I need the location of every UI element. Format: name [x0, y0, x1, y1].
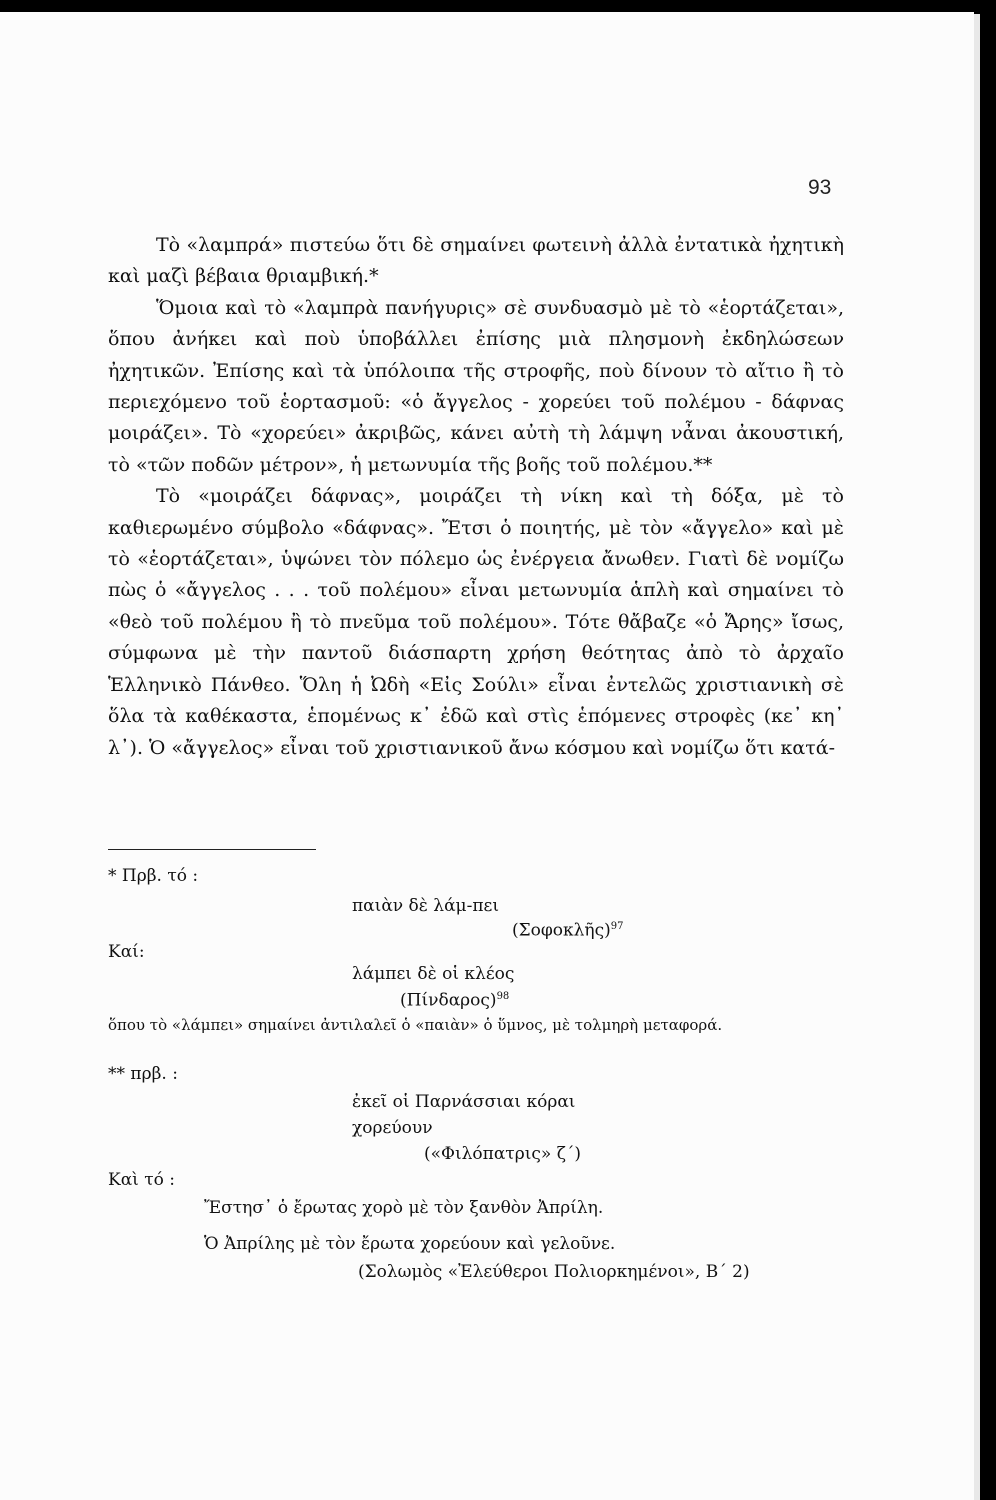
- footnote-1-and: Καί:: [108, 942, 145, 962]
- footnote-2-source-2: (Σολωμὸς «Ἐλεύθεροι Πολιορκημένοι», Β΄ 2): [358, 1262, 750, 1282]
- footnote-2-source: («Φιλόπατρις» ζ΄): [424, 1144, 582, 1164]
- footnote-1-source-2: $(\Pi ί\nu\delta\alpha\rho o\varsigma)^{98}$: [400, 990, 510, 1011]
- footnote-1-quote-2: λάμπει δὲ οἱ κλέος: [352, 964, 515, 984]
- paragraph-3: Τὸ «μοιράζει δάφνας», μοιράζει τὴ νίκη καὶ τὴ δόξα, μὲ τὸ καθιερωμένο σύμβολο «δάφνας». Ἔτσι ὁ ποιητής, μὲ τὸν «ἄγγελο» καὶ μὲ τὸ «ἑορτάζεται», ὑψώνει τὸν πόλεμο ὡς ἐνέργεια ἄνωθεν. Γιατὶ δὲ νομίζω πὼς ὁ «ἄγγελος . . . τοῦ πολέμου» εἶναι μετωνυμία ἁπλὴ καὶ σημαίνει τὸ «θεὸ τοῦ πολέμου ἢ τὸ πνεῦμα τοῦ πολέμου». Τότε θἄβαζε «ὁ Ἄρης» ἴσως, σύμφωνα μὲ τὴν παντοῦ διάσπαρτη χρήση θεότητας ἀπὸ τὸ ἀρχαῖο Ἑλληνικὸ Πάνθεο. Ὅλη ἡ Ὠδὴ «Εἰς Σούλι» εἶναι ἐντελῶς χριστιανικὴ σὲ ὅλα τὰ καθέκαστα, ἑπομένως κ᾿ ἐδῶ καὶ στὶς ἑπόμενες στροφὲς (κε᾿ κη᾿ λ᾿). Ὁ «ἄγγελος» εἶναι τοῦ χριστιανικοῦ ἄνω κόσμου καὶ νομίζω ὅτι κατά-: [108, 485, 844, 759]
- sheet-edge: [974, 14, 980, 1500]
- paragraph-2: Ὅμοια καὶ τὸ «λαμπρὰ πανήγυρις» σὲ συνδυασμὸ μὲ τὸ «ἑορτάζεται», ὅπου ἀνήκει καὶ ποὺ ὑποβάλλει ἐπίσης μιὰ πλησμονὴ ἐκδηλώσεων ἠχητικῶν. Ἐπίσης καὶ τὰ ὑπόλοιπα τῆς στροφῆς, ποὺ δίνουν τὸ αἴτιο ἢ τὸ περιεχόμενο τοῦ ἑορτασμοῦ: «ὁ ἄγγελος - χορεύει τοῦ πολέμου - δάφνας μοιράζει». Τὸ «χορεύει» ἀκριβῶς, κάνει αὐτὴ τὴ λάμψη νἆναι ἀκουστική, τὸ «τῶν ποδῶν μέτρον», ἡ μετωνυμία τῆς βοῆς τοῦ πολέμου.**: [108, 296, 844, 476]
- footnote-2-quote-line-1: ἐκεῖ οἱ Παρνάσσιαι κόραι: [352, 1092, 576, 1112]
- footnote-rule: [108, 849, 316, 850]
- footnote-2-label: ** πρβ. :: [108, 1064, 178, 1084]
- footnote-1-comment: ὅπου τὸ «λάμπει» σημαίνει ἀντιλαλεῖ ὁ «παιὰν» ὁ ὕμνος, μὲ τολμηρὴ μεταφορά.: [108, 1016, 723, 1034]
- footnote-1-label: * Πρβ. τό :: [108, 866, 199, 886]
- body-text: [108, 230, 844, 764]
- footnote-1-quote-1: παιὰν δὲ λάμ-πει: [352, 896, 499, 916]
- footnote-2-quote-line-2: χορεύουν: [352, 1118, 433, 1138]
- page-number: 93: [808, 176, 832, 199]
- paragraph-1: Τὸ «λαμπρά» πιστεύω ὅτι δὲ σημαίνει φωτεινὴ ἀλλὰ ἐντατικὰ ἠχητικὴ καὶ μαζὶ βέβαια θριαμβική.*: [108, 234, 844, 288]
- footnote-2-verse-2: Ὁ Ἀπρίλης μὲ τὸν ἔρωτα χορεύουν καὶ γελοῦνε.: [204, 1234, 616, 1254]
- footnote-2-verse-1: Ἔστησ᾿ ὁ ἔρωτας χορὸ μὲ τὸν ξανθὸν Ἀπρίλη.: [204, 1198, 604, 1218]
- footnote-1-source-1: (Σοφοκλῆς)$^{97}$: [512, 920, 624, 941]
- footnote-2-and: Καὶ τό :: [108, 1170, 176, 1190]
